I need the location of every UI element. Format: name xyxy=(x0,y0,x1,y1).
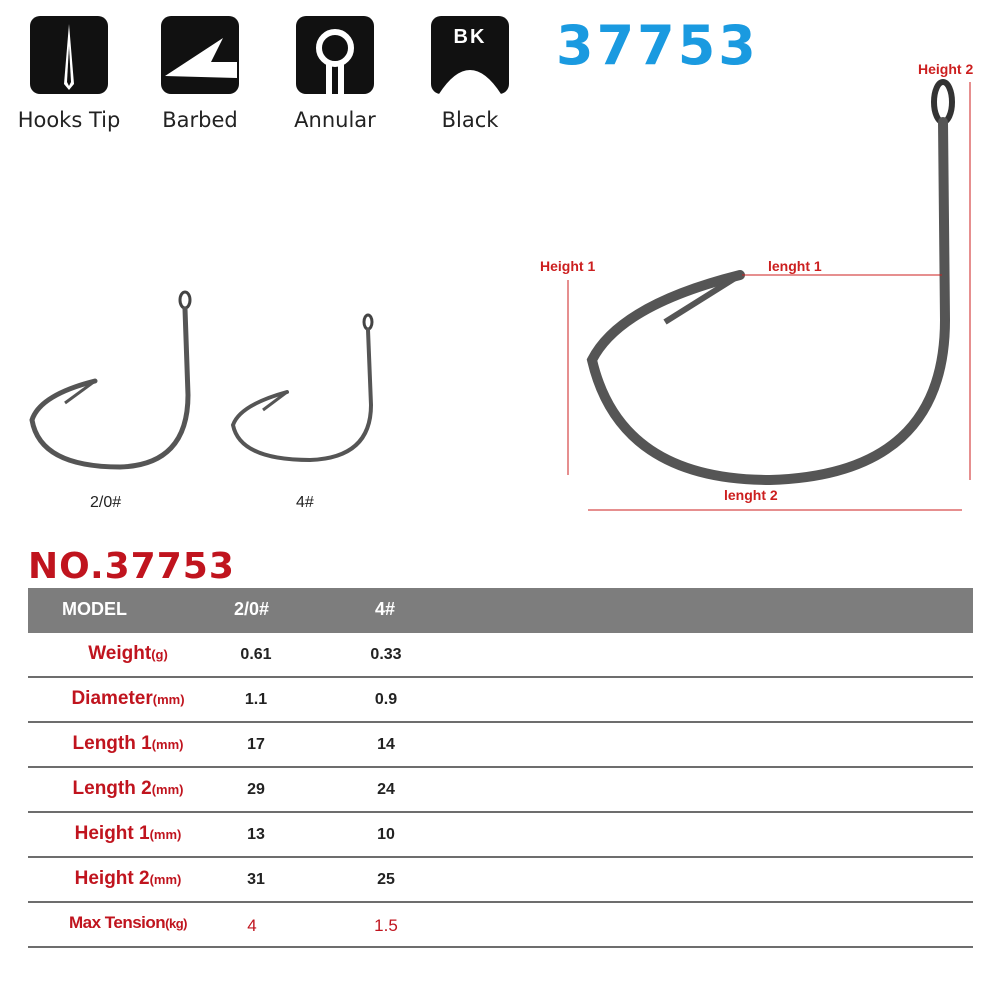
row-value-4: 14 xyxy=(377,736,395,753)
table-row xyxy=(28,678,973,723)
row-value-4: 0.9 xyxy=(374,691,398,708)
row-unit: (mm) xyxy=(151,782,184,797)
row-value-4: 10 xyxy=(377,826,395,843)
hook-tip-icon xyxy=(30,16,108,94)
row-unit: (kg) xyxy=(165,916,188,931)
barb-icon xyxy=(161,16,239,94)
row-value-4: 25 xyxy=(377,871,395,888)
row-unit: (mm) xyxy=(152,692,185,707)
black-finish-icon xyxy=(431,16,509,94)
size-caption: 4# xyxy=(296,494,314,511)
row-label-text: Max Tension xyxy=(68,913,166,932)
table-title: NO.37753 xyxy=(28,546,235,587)
header-model: MODEL xyxy=(62,599,127,619)
row-value-2-0: 4 xyxy=(247,916,257,935)
height-2-label: Height 2 xyxy=(918,61,974,77)
row-label xyxy=(28,868,228,890)
hook-image-4 xyxy=(225,310,385,475)
height-1-label: Height 1 xyxy=(540,258,596,274)
row-label xyxy=(28,688,228,710)
row-value-2-0: 17 xyxy=(247,736,265,753)
row-value-2-0: 29 xyxy=(247,781,265,798)
row-label-text: Length 1 xyxy=(72,733,152,754)
row-value-2-0: 1.1 xyxy=(244,691,268,708)
row-value-4: 0.33 xyxy=(370,646,402,663)
row-label-text: Weight xyxy=(88,643,152,664)
row-label xyxy=(28,823,228,845)
spec-table xyxy=(28,588,973,948)
table-row xyxy=(28,768,973,813)
row-unit: (mm) xyxy=(149,872,182,887)
row-label-text: Height 1 xyxy=(74,823,150,844)
header-size-4: 4# xyxy=(375,599,396,619)
row-label xyxy=(28,733,228,755)
feature-label: Barbed xyxy=(162,108,238,132)
row-label xyxy=(28,913,228,933)
row-value-4: 1.5 xyxy=(374,916,398,935)
length-1-label: lenght 1 xyxy=(768,258,822,274)
feature-label: Annular xyxy=(294,108,376,132)
row-value-2-0: 0.61 xyxy=(240,646,272,663)
table-header xyxy=(28,588,973,633)
row-unit: (g) xyxy=(151,647,168,662)
row-value-2-0: 13 xyxy=(247,826,265,843)
row-label-text: Height 2 xyxy=(74,868,150,889)
row-label-text: Diameter xyxy=(71,688,153,709)
table-row xyxy=(28,633,973,678)
row-unit: (mm) xyxy=(151,737,184,752)
model-code: 37753 xyxy=(556,14,759,77)
size-caption: 2/0# xyxy=(90,494,122,511)
header-size-2-0: 2/0# xyxy=(234,599,270,619)
hook-dimension-diagram xyxy=(560,60,980,520)
row-value-2-0: 31 xyxy=(247,871,265,888)
table-row xyxy=(28,723,973,768)
table-row xyxy=(28,858,973,903)
feature-label: Black xyxy=(441,108,499,132)
feature-label: Hooks Tip xyxy=(17,108,121,132)
row-label xyxy=(28,643,228,665)
row-label-text: Length 2 xyxy=(72,778,152,799)
table-row xyxy=(28,903,973,948)
length-2-label: lenght 2 xyxy=(724,487,778,503)
row-unit: (mm) xyxy=(149,827,182,842)
table-row xyxy=(28,813,973,858)
row-value-4: 24 xyxy=(377,781,395,798)
row-label xyxy=(28,778,228,800)
ring-eye-icon xyxy=(296,16,374,94)
bk-badge: BK xyxy=(453,26,487,48)
hook-image-2-0 xyxy=(20,285,210,480)
